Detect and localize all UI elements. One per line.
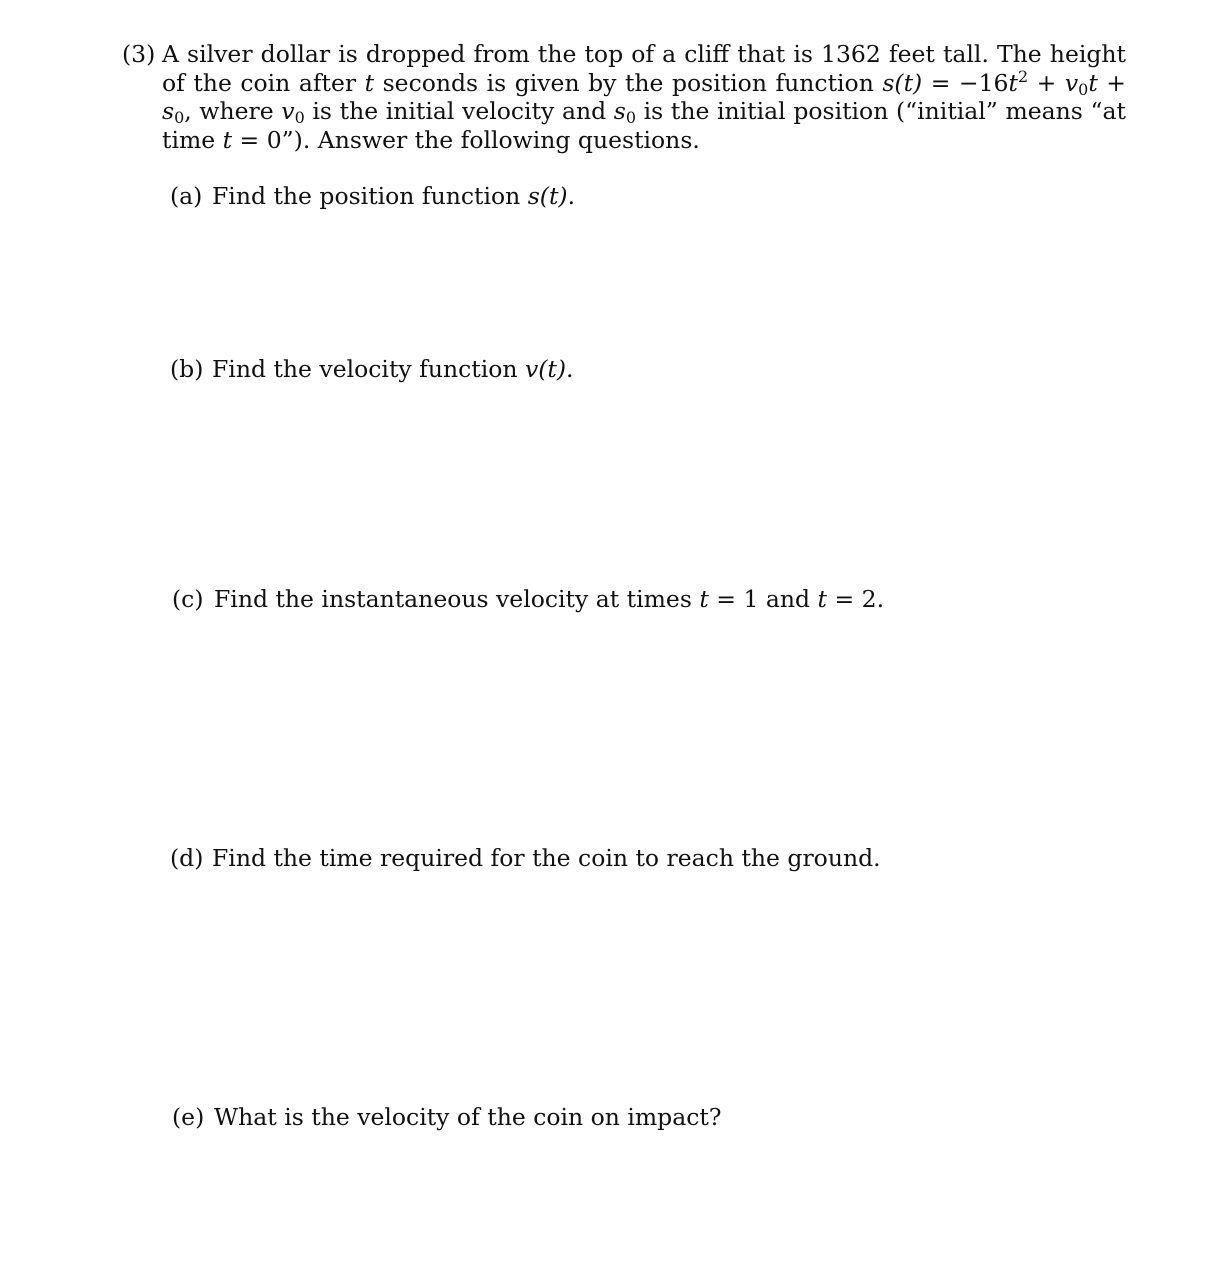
part-d-label: (d) bbox=[170, 844, 204, 872]
part-b-math: v(t) bbox=[524, 355, 567, 383]
formula-lhs: s(t) bbox=[882, 68, 923, 97]
formula-s: s bbox=[162, 97, 175, 125]
s0-symbol: s bbox=[613, 97, 626, 125]
part-b bbox=[170, 355, 574, 383]
part-c-eq-2: = 2. bbox=[826, 585, 885, 613]
formula-exponent: 2 bbox=[1017, 66, 1029, 86]
part-e-label: (e) bbox=[172, 1103, 205, 1131]
time-t: t bbox=[222, 125, 233, 154]
part-e bbox=[172, 1103, 721, 1131]
formula-v: v bbox=[1064, 68, 1079, 97]
formula-v-subscript: 0 bbox=[1078, 79, 1089, 99]
part-a bbox=[170, 182, 575, 210]
part-a-text: Find the position function bbox=[212, 182, 528, 210]
part-d-text: Find the time required for the coin to reach the ground. bbox=[212, 844, 881, 872]
formula-plus-2: + bbox=[1097, 68, 1126, 97]
problem-3 bbox=[122, 40, 1126, 154]
statement-seg2: seconds is given by the position function bbox=[374, 68, 883, 97]
var-t: t bbox=[364, 68, 375, 97]
part-c bbox=[172, 585, 884, 613]
s0-subscript: 0 bbox=[625, 107, 637, 127]
part-b-text: Find the velocity function bbox=[212, 355, 525, 383]
formula-plus-1: + bbox=[1028, 68, 1065, 97]
statement-seg5: is the initial position (“initial” means “at time bbox=[162, 97, 1126, 154]
problem-statement bbox=[162, 40, 1126, 154]
part-c-math-1: t bbox=[699, 585, 709, 613]
part-c-label: (c) bbox=[172, 585, 204, 613]
part-e-text: What is the velocity of the coin on impact? bbox=[214, 1103, 722, 1131]
v0-symbol: v bbox=[281, 97, 295, 125]
part-a-end: . bbox=[567, 182, 576, 210]
part-c-eq-1: = 1 and bbox=[708, 585, 818, 613]
part-c-math-2: t bbox=[817, 585, 827, 613]
statement-seg3: , where bbox=[184, 97, 282, 125]
v0-subscript: 0 bbox=[294, 107, 305, 127]
part-c-text: Find the instantaneous velocity at times bbox=[214, 585, 700, 613]
statement-seg6: = 0”). Answer the following questions. bbox=[232, 125, 700, 154]
part-d bbox=[170, 844, 881, 872]
part-a-label: (a) bbox=[170, 182, 203, 210]
statement-seg4: is the initial velocity and bbox=[304, 97, 614, 125]
formula-s-subscript: 0 bbox=[174, 107, 185, 127]
formula-t: t bbox=[1008, 68, 1018, 97]
part-a-math: s(t) bbox=[527, 182, 568, 210]
formula-eq: = −16 bbox=[922, 68, 1009, 97]
statement-seg1: A silver dollar is dropped from the top of a cliff that is 1362 feet tall. The height of the coin after bbox=[162, 40, 1126, 97]
part-b-end: . bbox=[566, 355, 574, 383]
problem-number: (3) bbox=[122, 40, 156, 68]
formula-t-2: t bbox=[1088, 68, 1098, 97]
part-b-label: (b) bbox=[170, 355, 204, 383]
